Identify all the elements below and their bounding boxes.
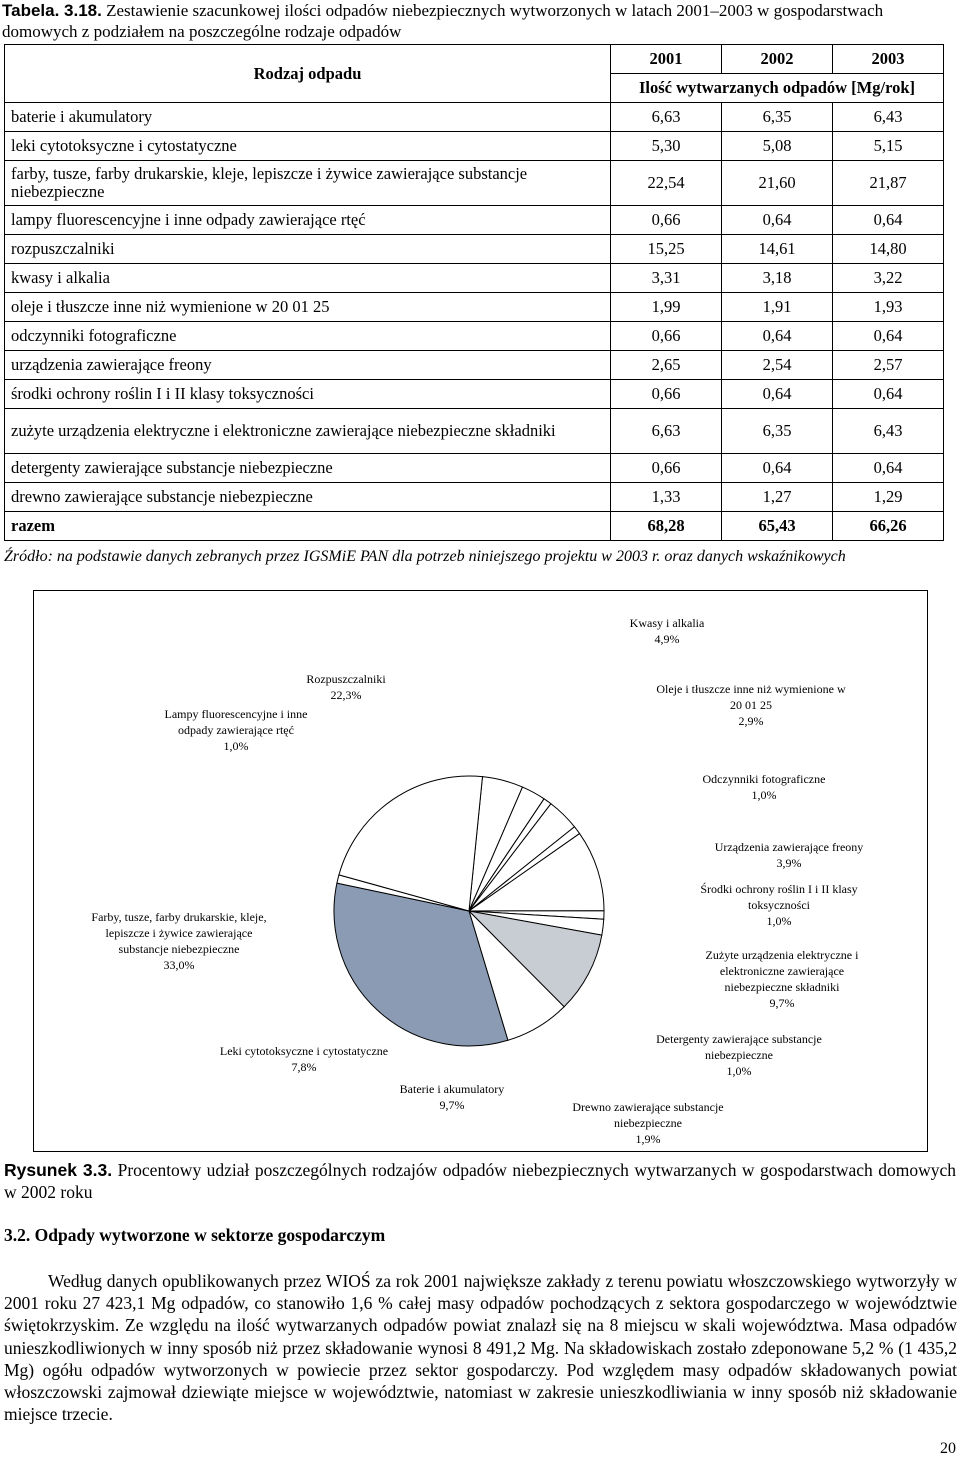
- table-row: [5, 235, 944, 264]
- table-row: [5, 161, 944, 206]
- table-row: [5, 132, 944, 161]
- table-row: [5, 322, 944, 351]
- table-row: [5, 454, 944, 483]
- col-header-waste-type: Rodzaj odpadu: [5, 45, 611, 103]
- value-cell: 15,25: [611, 235, 722, 264]
- value-cell: 0,66: [611, 322, 722, 351]
- pie-label: [694, 881, 864, 929]
- source-note: Źródło: na podstawie danych zebranych przez IGSMiE PAN dla potrzeb niniejszego projektu w 2003 r. oraz danych wskaźnikowych: [4, 548, 846, 565]
- value-cell: 0,64: [833, 454, 944, 483]
- body-paragraph: Według danych opublikowanych przez WIOŚ za rok 2001 największe zakłady z terenu powiatu włoszczowskiego wytworzyły w 2001 roku 27 423,1 Mg odpadów, co stanowiło 1,6 % całej masy odpadów pochodzących z sektora gospodarczego w województwie świętokrzyskim. Ze względu na ilość wytwarzanych odpadów powiat znalazł się na 8 miejscu w skali województwa. Masa odpadów unieszkodliwionych w inny sposób niż przez składowanie wynosi 8 491,2 Mg. Na składowiskach zostało zdeponowane 5,2 % (1 435,2 Mg) ogółu odpadów wytworzonych w powiecie przez sektor gospodarczy. Pod względem masy odpadów składowanych powiat włoszczowski zajmował dziewiąte miejsce w województwie, natomiast w zakresie unieszkodliwiania w inny sposób niż składowanie miejsce trzecie.: [4, 1271, 957, 1425]
- value-cell: 1,27: [722, 483, 833, 512]
- table-caption-text: Zestawienie szacunkowej ilości odpadów niebezpiecznych wytworzonych w latach 2001–2003 w gospodarstwach domowych z podziałem na poszczególne rodzaje odpadów: [2, 1, 884, 41]
- pie-label: [562, 1099, 734, 1147]
- pie-label-name: Baterie i akumulatory: [399, 1082, 505, 1096]
- value-cell: 1,99: [611, 293, 722, 322]
- value-cell: 0,64: [722, 322, 833, 351]
- figure-caption-text: Procentowy udział poszczególnych rodzajów odpadów niebezpiecznych wytwarzanych w gospodarstwach domowych w 2002 roku: [4, 1160, 957, 1202]
- value-cell: 0,66: [611, 380, 722, 409]
- value-cell: 6,63: [611, 103, 722, 132]
- pie-label: [612, 615, 722, 647]
- pie-label-value: 1,0%: [766, 914, 792, 928]
- col-header-year: 2001: [611, 45, 722, 74]
- pie-label-name: Lampy fluorescencyjne i inne odpady zawierające rtęć: [164, 707, 308, 737]
- value-cell: 6,43: [833, 409, 944, 454]
- pie-label-value: 9,7%: [769, 996, 795, 1010]
- pie-label-value: 4,9%: [654, 632, 680, 646]
- col-header-year: 2002: [722, 45, 833, 74]
- pie-label-name: Farby, tusze, farby drukarskie, kleje, lepiszcze i żywice zawierające substancje niebezpieczne: [91, 910, 267, 956]
- waste-type-cell: farby, tusze, farby drukarskie, kleje, lepiszcze i żywice zawierające substancje niebezpieczne: [5, 161, 611, 206]
- pie-label-name: Leki cytotoksyczne i cytostatyczne: [219, 1044, 389, 1058]
- pie-label-value: 33,0%: [163, 958, 195, 972]
- value-cell: 1,33: [611, 483, 722, 512]
- value-cell: 0,64: [722, 380, 833, 409]
- unit-header: Ilość wytwarzanych odpadów [Mg/rok]: [611, 74, 944, 103]
- pie-label: [392, 1081, 512, 1113]
- waste-type-cell: rozpuszczalniki: [5, 235, 611, 264]
- waste-type-cell: odczynniki fotograficzne: [5, 322, 611, 351]
- value-cell: 0,64: [833, 380, 944, 409]
- pie-label: [296, 671, 396, 703]
- pie-label-name: Zużyte urządzenia elektryczne i elektroniczne zawierające niebezpieczne składniki: [705, 948, 859, 994]
- waste-type-cell: razem: [5, 512, 611, 541]
- section-title: 3.2. Odpady wytworzone w sektorze gospodarczym: [4, 1225, 386, 1245]
- value-cell: 2,65: [611, 351, 722, 380]
- value-cell: 14,61: [722, 235, 833, 264]
- pie-label: [156, 706, 316, 754]
- table-caption: [2, 0, 958, 42]
- value-cell: 6,35: [722, 103, 833, 132]
- table-row: [5, 351, 944, 380]
- pie-label-value: 9,7%: [439, 1098, 465, 1112]
- waste-type-cell: oleje i tłuszcze inne niż wymienione w 20 01 25: [5, 293, 611, 322]
- waste-type-cell: zużyte urządzenia elektryczne i elektroniczne zawierające niebezpieczne składniki: [5, 409, 611, 454]
- pie-label-name: Środki ochrony roślin I i II klasy toksyczności: [700, 882, 858, 912]
- waste-type-cell: leki cytotoksyczne i cytostatyczne: [5, 132, 611, 161]
- value-cell: 21,87: [833, 161, 944, 206]
- value-cell: 3,18: [722, 264, 833, 293]
- table-row: [5, 483, 944, 512]
- table-body: [5, 103, 944, 541]
- pie-label: [209, 1043, 399, 1075]
- value-cell: 0,66: [611, 454, 722, 483]
- value-cell: 14,80: [833, 235, 944, 264]
- waste-type-cell: środki ochrony roślin I i II klasy toksyczności: [5, 380, 611, 409]
- pie-label: [656, 681, 846, 729]
- pie-label-value: 1,0%: [223, 739, 249, 753]
- pie-label: [89, 909, 269, 973]
- waste-type-cell: lampy fluorescencyjne i inne odpady zawierające rtęć: [5, 206, 611, 235]
- pie-label-name: Kwasy i alkalia: [629, 616, 705, 630]
- value-cell: 6,63: [611, 409, 722, 454]
- value-cell: 0,64: [722, 454, 833, 483]
- waste-type-cell: detergenty zawierające substancje niebezpieczne: [5, 454, 611, 483]
- table-total-row: [5, 512, 944, 541]
- pie-label-value: 1,9%: [635, 1132, 661, 1146]
- table-row: [5, 293, 944, 322]
- pie-chart: [33, 590, 928, 1152]
- pie-label-name: Detergenty zawierające substancje niebezpieczne: [656, 1032, 822, 1062]
- table-row: [5, 409, 944, 454]
- value-cell: 2,57: [833, 351, 944, 380]
- pie-label-value: 1,0%: [726, 1064, 752, 1078]
- value-cell: 22,54: [611, 161, 722, 206]
- value-cell: 1,91: [722, 293, 833, 322]
- value-cell: 3,22: [833, 264, 944, 293]
- value-cell: 5,15: [833, 132, 944, 161]
- page-number: 20: [940, 1440, 956, 1457]
- table-caption-label: Tabela. 3.18.: [2, 1, 102, 20]
- pie-label-name: Urządzenia zawierające freony: [714, 840, 864, 854]
- pie-label: [689, 771, 839, 803]
- value-cell: 1,93: [833, 293, 944, 322]
- value-cell: 1,29: [833, 483, 944, 512]
- value-cell: 5,30: [611, 132, 722, 161]
- pie-label-name: Drewno zawierające substancje niebezpieczne: [572, 1100, 724, 1130]
- value-cell: 65,43: [722, 512, 833, 541]
- value-cell: 5,08: [722, 132, 833, 161]
- value-cell: 3,31: [611, 264, 722, 293]
- value-cell: 0,66: [611, 206, 722, 235]
- waste-type-cell: urządzenia zawierające freony: [5, 351, 611, 380]
- value-cell: 21,60: [722, 161, 833, 206]
- col-header-year: 2003: [833, 45, 944, 74]
- pie-label: [692, 947, 872, 1011]
- value-cell: 0,64: [722, 206, 833, 235]
- figure-caption: [4, 1159, 956, 1203]
- waste-type-cell: baterie i akumulatory: [5, 103, 611, 132]
- pie-label-name: Oleje i tłuszcze inne niż wymienione w 20 01 25: [656, 682, 846, 712]
- value-cell: 6,43: [833, 103, 944, 132]
- value-cell: 6,35: [722, 409, 833, 454]
- pie-label-value: 22,3%: [330, 688, 362, 702]
- value-cell: 0,64: [833, 322, 944, 351]
- value-cell: 0,64: [833, 206, 944, 235]
- value-cell: 68,28: [611, 512, 722, 541]
- pie-label: [639, 1031, 839, 1079]
- pie-label-value: 2,9%: [738, 714, 764, 728]
- waste-table: [4, 44, 944, 541]
- pie-label-name: Rozpuszczalniki: [306, 672, 386, 686]
- value-cell: 2,54: [722, 351, 833, 380]
- pie-label-value: 3,9%: [776, 856, 802, 870]
- pie-label-name: Odczynniki fotograficzne: [702, 772, 826, 786]
- table-row: [5, 264, 944, 293]
- figure-caption-label: Rysunek 3.3.: [4, 1160, 113, 1180]
- value-cell: 66,26: [833, 512, 944, 541]
- table-row: [5, 380, 944, 409]
- waste-type-cell: drewno zawierające substancje niebezpieczne: [5, 483, 611, 512]
- pie-label-value: 7,8%: [291, 1060, 317, 1074]
- pie-label: [694, 839, 884, 871]
- pie-label-value: 1,0%: [751, 788, 777, 802]
- table-row: [5, 206, 944, 235]
- waste-type-cell: kwasy i alkalia: [5, 264, 611, 293]
- table-row: [5, 103, 944, 132]
